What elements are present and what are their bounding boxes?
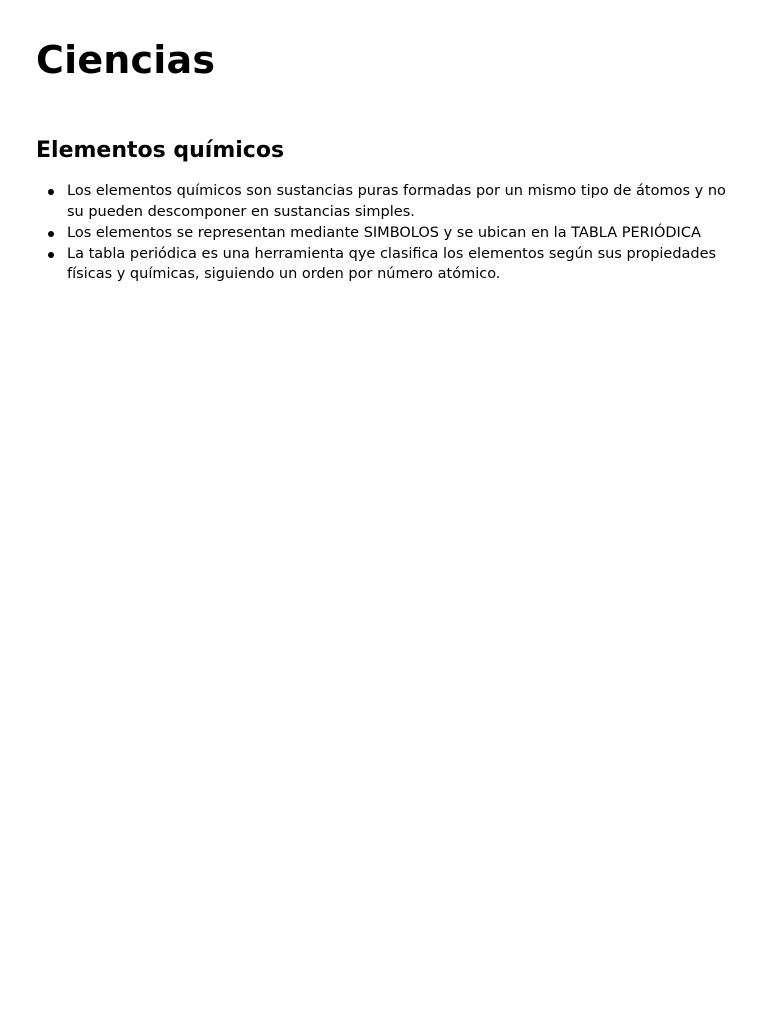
list-item-text: Los elementos químicos son sustancias puras formadas por un mismo tipo de átomos y no su pueden descomponer en sustancias simples. — [67, 183, 726, 220]
list-item-text: La tabla periódica es una herramienta qye clasifica los elementos según sus propiedades físicas y químicas, siguiendo un orden por número atómico. — [67, 245, 717, 282]
bullet-icon — [48, 189, 54, 195]
section-heading: Elementos químicos — [36, 138, 285, 163]
list-item-text: Los elementos se representan mediante SIMBOLOS y se ubican en la TABLA PERIÓDICA — [67, 224, 701, 241]
list-item — [36, 223, 727, 244]
bullet-icon — [48, 252, 54, 258]
list-item — [36, 181, 727, 222]
list-item — [36, 244, 727, 285]
bullet-list — [36, 181, 732, 285]
page-title: Ciencias — [36, 38, 216, 82]
bullet-icon — [48, 231, 54, 237]
